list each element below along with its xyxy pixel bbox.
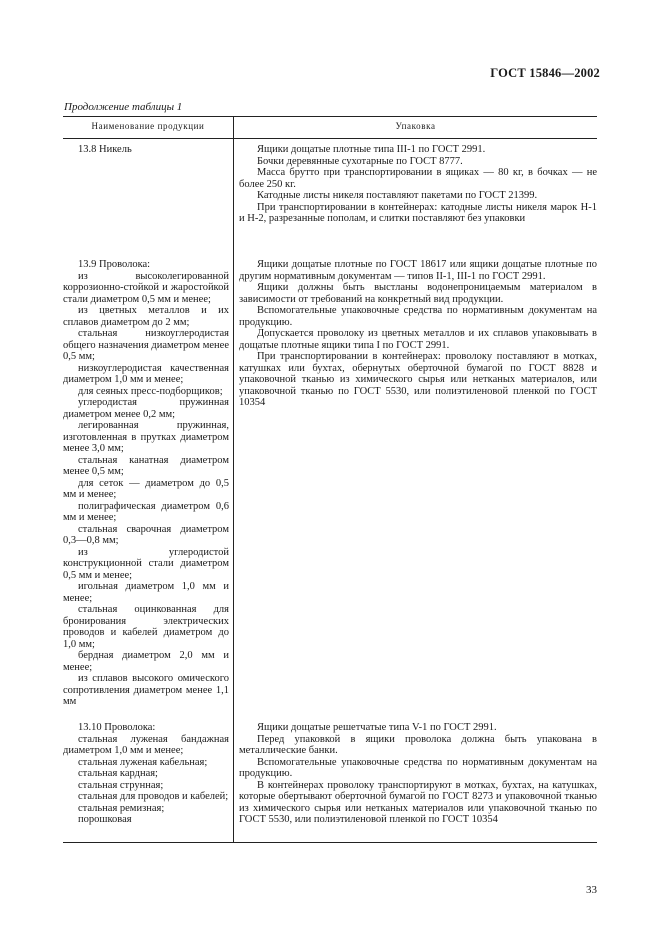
packaging-table	[63, 116, 597, 843]
packaging-line: При транспортировании в контейнерах: катодные листы никеля марок Н-1 и Н-2, разрезанные пополам, и слитки поставляют без упаковки	[239, 201, 597, 224]
product-line: низкоуглеродистая качественная диаметром 1,0 мм и менее;	[63, 362, 229, 385]
packaging-line: Ящики должны быть выстланы водонепроницаемым материалом в зависимости от требований на конкретный вид продукции.	[239, 282, 597, 305]
packaging-line: Ящики дощатые плотные по ГОСТ 18617 или ящики дощатые плотные по другим нормативным документам — типов II-1, III-1 по ГОСТ 2991.	[239, 259, 597, 282]
column-divider	[233, 116, 234, 843]
packaging-line: В контейнерах проволоку транспортируют в мотках, бухтах, на катушках, которые обертывают оберточной бумагой по ГОСТ 8273 и упаковочной тканью из химического сырья или нетканых материалов или упаковочной тканью по ГОСТ 5530, или полиэтиленовой пленкой по ГОСТ 10354	[239, 779, 597, 825]
row-13-10-packaging	[239, 722, 597, 826]
row-13-9-packaging	[239, 259, 597, 409]
product-line: углеродистая пружинная диаметром менее 0,2 мм;	[63, 397, 229, 420]
product-line: из углеродистой конструкционной стали диаметром 0,5 мм и менее;	[63, 546, 229, 581]
row-13-10-product	[63, 722, 229, 826]
product-line: бердная диаметром 2,0 мм и менее;	[63, 650, 229, 673]
product-line: из цветных металлов и их сплавов диаметром до 2 мм;	[63, 305, 229, 328]
product-line: стальная ремизная;	[78, 802, 165, 814]
table-header-border	[63, 138, 597, 139]
product-line: 13.8 Никель	[78, 144, 132, 155]
page-number: 33	[586, 884, 597, 896]
product-line: стальная луженая бандажная диаметром 1,0 мм и менее;	[63, 733, 229, 756]
table-top-border	[63, 116, 597, 117]
product-line: стальная оцинкованная для бронирования электрических проводов и кабелей диаметром до 1,0 мм;	[63, 604, 229, 650]
document-code: ГОСТ 15846—2002	[490, 66, 600, 80]
packaging-line: Допускается проволоку из цветных металлов и их сплавов упаковывать в дощатые плотные ящики типа I по ГОСТ 2991.	[239, 328, 597, 351]
product-line: 13.10 Проволока:	[78, 722, 156, 733]
packaging-line: Масса брутто при транспортировании в ящиках — 80 кг, в бочках — не более 250 кг.	[239, 167, 597, 190]
product-line: игольная диаметром 1,0 мм и менее;	[63, 581, 229, 604]
product-line: стальная канатная диаметром менее 0,5 мм;	[63, 454, 229, 477]
row-13-8-product	[63, 144, 229, 156]
product-line: для сеяных пресс-подборщиков;	[78, 385, 223, 397]
packaging-line: Ящики дощатые плотные типа III-1 по ГОСТ 2991.	[257, 144, 486, 155]
packaging-line: Бочки деревянные сухотарные по ГОСТ 8777.	[257, 155, 463, 167]
product-line: порошковая	[78, 814, 132, 825]
column-header-product: Наименование продукции	[91, 121, 205, 131]
product-line: полиграфическая диаметром 0,6 мм и менее;	[63, 500, 229, 523]
product-line: для сеток — диаметром до 0,5 мм и менее;	[63, 477, 229, 500]
table-bottom-border	[63, 842, 597, 843]
packaging-line: Вспомогательные упаковочные средства по нормативным документам на продукцию.	[239, 756, 597, 779]
product-line: 13.9 Проволока:	[78, 259, 151, 270]
packaging-line: Перед упаковкой в ящики проволока должна быть упакована в металлические банки.	[239, 733, 597, 756]
column-header-packaging: Упаковка	[395, 121, 436, 131]
product-line: из высоколегированной коррозионно-стойкой и жаростойкой стали диаметром 0,5 мм и менее;	[63, 270, 229, 305]
packaging-line: Катодные листы никеля поставляют пакетами по ГОСТ 21399.	[257, 190, 538, 201]
product-line: стальная луженая кабельная;	[78, 756, 208, 768]
product-line: стальная струнная;	[78, 779, 164, 791]
product-line: из сплавов высокого омического сопротивления диаметром менее 1,1 мм	[63, 673, 229, 707]
packaging-line: Ящики дощатые решетчатые типа V-1 по ГОСТ 2991.	[257, 722, 497, 733]
row-13-9-product	[63, 259, 229, 708]
product-line: легированная пружинная, изготовленная в прутках диаметром менее 3,0 мм;	[63, 420, 229, 454]
product-line: стальная для проводов и кабелей;	[78, 791, 229, 802]
product-line: стальная кардная;	[78, 768, 158, 779]
row-13-8-packaging	[239, 144, 597, 225]
product-line: стальная сварочная диаметром 0,3—0,8 мм;	[63, 523, 229, 546]
packaging-line: При транспортировании в контейнерах: проволоку поставляют в мотках, катушках или бухтах, обернутых оберточной бумагой по ГОСТ 8828 и упаковочной тканью из химического сырья или нетканых материалов, или упаковочной тканью по ГОСТ 5530, или полиэтиленовой пленкой по ГОСТ 10354	[239, 351, 597, 408]
packaging-line: Вспомогательные упаковочные средства по нормативным документам на продукцию.	[239, 305, 597, 328]
table-continuation-caption: Продолжение таблицы 1	[64, 101, 183, 113]
product-line: стальная низкоуглеродистая общего назначения диаметром менее 0,5 мм;	[63, 328, 229, 362]
